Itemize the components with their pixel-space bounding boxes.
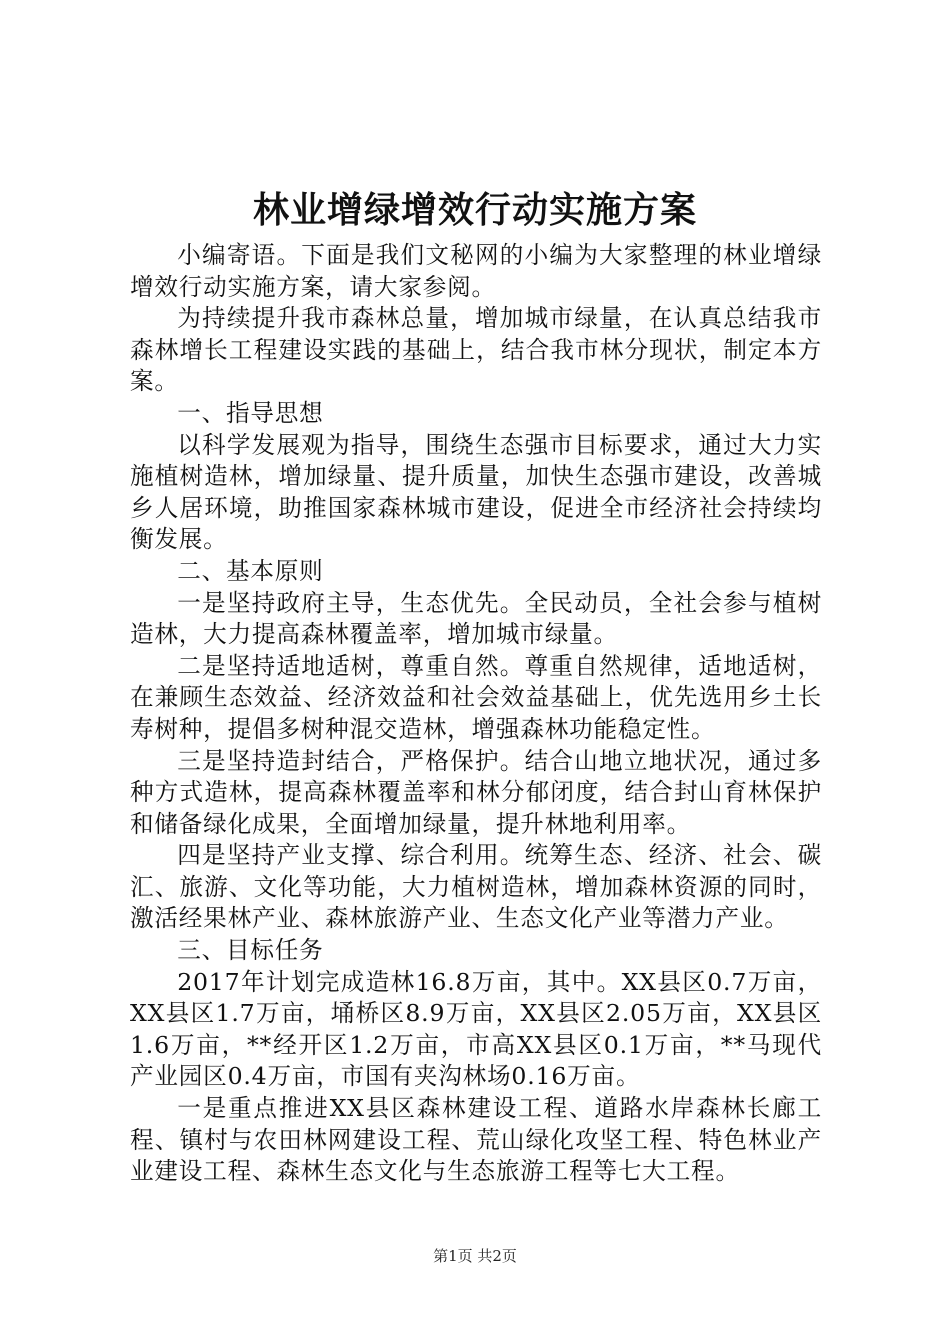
document-title: 林业增绿增效行动实施方案	[252, 189, 697, 231]
document-body	[130, 240, 822, 1188]
paragraph-principle-3: 三是坚持造封结合，严格保护。结合山地立地状况，通过多种方式造林，提高森林覆盖率和林分郁闭度，结合封山育林保护和储备绿化成果，全面增加绿量，提升林地利用率。	[130, 746, 822, 838]
paragraph-purpose: 为持续提升我市森林总量，增加城市绿量，在认真总结我市森林增长工程建设实践的基础上，结合我市林分现状，制定本方案。	[130, 304, 822, 396]
paragraph-principle-4: 四是坚持产业支撑、综合利用。统筹生态、经济、社会、碳汇、旅游、文化等功能，大力植树造林，增加森林资源的同时，激活经果林产业、森林旅游产业、生态文化产业等潜力产业。	[130, 841, 822, 933]
paragraph-principle-2: 二是坚持适地适树，尊重自然。尊重自然规律，适地适树，在兼顾生态效益、经济效益和社会效益基础上，优先选用乡土长寿树种，提倡多树种混交造林，增强森林功能稳定性。	[130, 651, 822, 743]
paragraph-principle-1: 一是坚持政府主导，生态优先。全民动员，全社会参与植树造林，大力提高森林覆盖率，增加城市绿量。	[130, 588, 822, 649]
section-heading-guiding-ideology: 一、指导思想	[177, 398, 324, 427]
paragraph-key-projects: 一是重点推进XX县区森林建设工程、道路水岸森林长廊工程、镇村与农田林网建设工程、荒山绿化攻坚工程、特色林业产业建设工程、森林生态文化与生态旅游工程等七大工程。	[130, 1094, 822, 1186]
page-footer: 第1页 共2页	[433, 1247, 517, 1265]
paragraph-intro: 小编寄语。下面是我们文秘网的小编为大家整理的林业增绿增效行动实施方案，请大家参阅。	[130, 241, 822, 301]
section-heading-targets: 三、目标任务	[177, 936, 324, 965]
paragraph-guiding-ideology: 以科学发展观为指导，围绕生态强市目标要求，通过大力实施植树造林，增加绿量、提升质量，加快生态强市建设，改善城乡人居环境，助推国家森林城市建设，促进全市经济社会持续均衡发展。	[130, 430, 822, 554]
paragraph-targets: 2017年计划完成造林16.8万亩，其中。XX县区0.7万亩，XX县区1.7万亩，埇桥区8.9万亩，XX县区2.05万亩，XX县区1.6万亩，**经开区1.2万亩，市高XX县区0.1万亩，**马现代产业园区0.4万亩，市国有夹沟林场0.16万亩。	[130, 967, 822, 1091]
section-heading-basic-principles: 二、基本原则	[177, 556, 324, 585]
